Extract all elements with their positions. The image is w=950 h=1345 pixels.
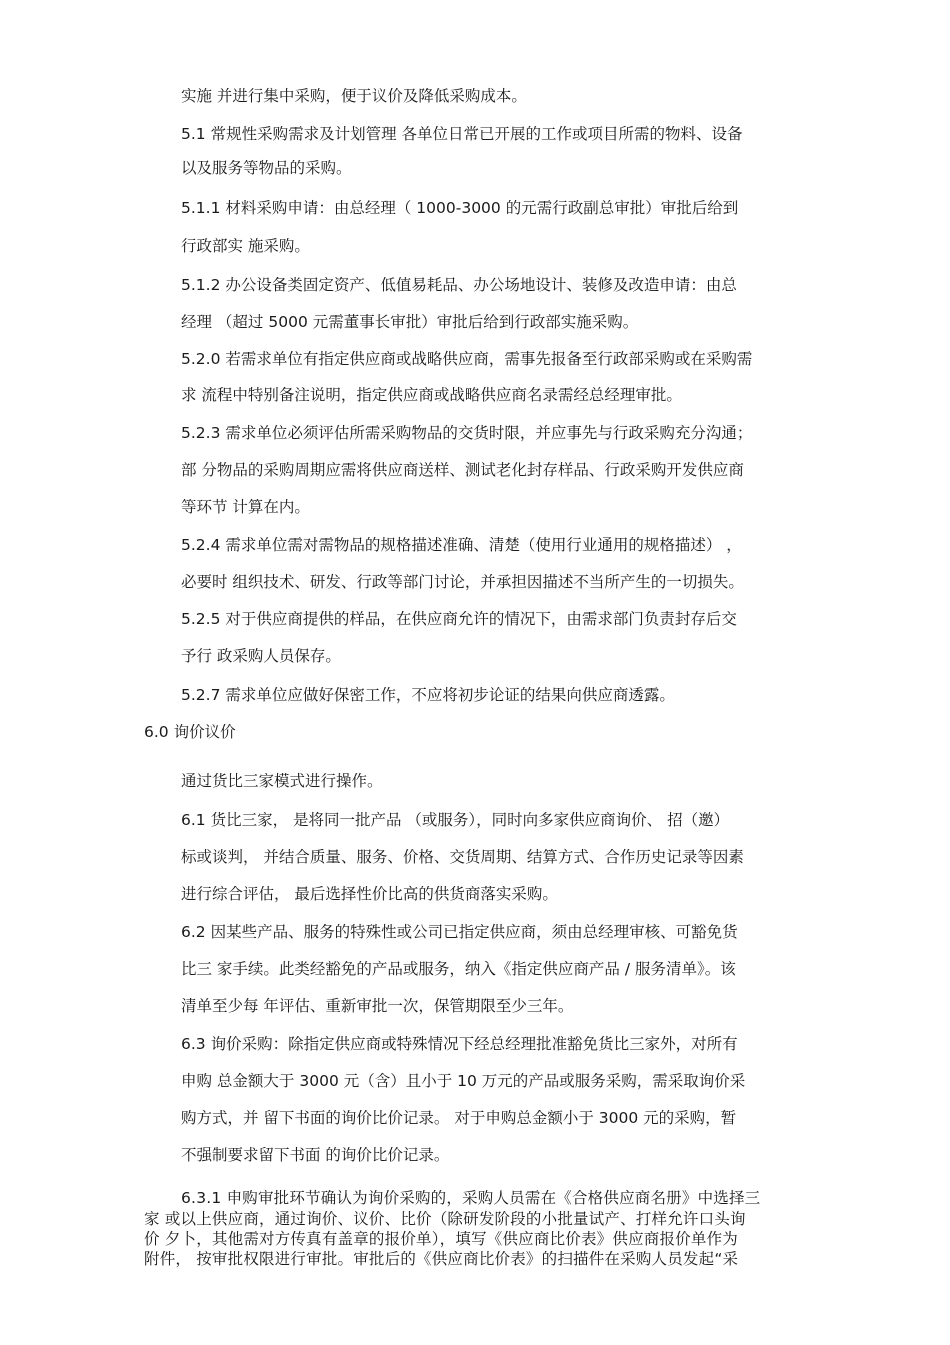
- text-line: 5.2.3 需求单位必须评估所需采购物品的交货时限，并应事先与行政采购充分沟通；: [181, 424, 753, 442]
- text-line: 6.2 因某些产品、服务的特殊性或公司已指定供应商，须由总经理审核、可豁免货: [181, 923, 738, 941]
- text-line: 通过货比三家模式进行操作。: [181, 772, 383, 790]
- text-line: 5.2.7 需求单位应做好保密工作，不应将初步论证的结果向供应商透露。: [181, 686, 675, 704]
- text-line: 6.3.1 申购审批环节确认为询价采购的，采购人员需在《合格供应商名册》中选择三: [181, 1189, 761, 1207]
- text-line: 等环节 计算在内。: [181, 498, 310, 516]
- text-line: 实施 并进行集中采购，便于议价及降低采购成本。: [181, 87, 527, 105]
- text-line: 6.1 货比三家， 是将同一批产品 （或服务），同时向多家供应商询价、 招（邀）: [181, 811, 730, 829]
- text-line: 比三 家手续。此类经豁免的产品或服务，纳入《指定供应商产品 / 服务清单》。该: [181, 960, 736, 978]
- text-line: 行政部实 施采购。: [181, 237, 310, 255]
- text-line: 购方式，并 留下书面的询价比价记录。 对于申购总金额小于 3000 元的采购，暂: [181, 1109, 737, 1127]
- text-line: 5.1 常规性采购需求及计划管理 各单位日常已开展的工作或项目所需的物料、设备: [181, 125, 743, 143]
- text-line: 价 夕卜，其他需对方传真有盖章的报价单），填写《供应商比价表》供应商报价单作为: [144, 1230, 738, 1248]
- text-line: 不强制要求留下书面 的询价比价记录。: [181, 1146, 450, 1164]
- text-line: 标或谈判， 并结合质量、服务、价格、交货周期、结算方式、合作历史记录等因素: [181, 848, 744, 866]
- text-line: 予行 政采购人员保存。: [181, 647, 341, 665]
- text-line: 部 分物品的采购周期应需将供应商送样、测试老化封存样品、行政采购开发供应商: [181, 461, 744, 479]
- text-line: 6.3 询价采购：除指定供应商或特殊情况下经总经理批准豁免货比三家外，对所有: [181, 1035, 738, 1053]
- text-line: 5.2.4 需求单位需对需物品的规格描述准确、清楚（使用行业通用的规格描述） ，: [181, 536, 742, 554]
- text-line: 必要时 组织技术、研发、行政等部门讨论，并承担因描述不当所产生的一切损失。: [181, 573, 744, 591]
- text-line: 5.1.2 办公设备类固定资产、低值易耗品、办公场地设计、装修及改造申请：由总: [181, 276, 737, 294]
- text-line: 求 流程中特别备注说明，指定供应商或战略供应商名录需经总经理审批。: [181, 386, 682, 404]
- text-line: 经理 （超过 5000 元需董事长审批）审批后给到行政部实施采购。: [181, 313, 639, 331]
- text-line: 清单至少每 年评估、重新审批一次，保管期限至少三年。: [181, 997, 574, 1015]
- text-line: 以及服务等物品的采购。: [181, 159, 352, 177]
- text-line: 家 或以上供应商，通过询价、议价、比价（除研发阶段的小批量试产、打样允许口头询: [144, 1210, 746, 1228]
- text-line: 5.2.0 若需求单位有指定供应商或战略供应商，需事先报备至行政部采购或在采购需: [181, 350, 753, 368]
- text-line: 5.1.1 材料采购申请：由总经理（ 1000-3000 的元需行政副总审批）审批后给到: [181, 199, 739, 217]
- text-line: 附件， 按审批权限进行审批。审批后的《供应商比价表》的扫描件在采购人员发起“采: [144, 1250, 739, 1268]
- text-line: 申购 总金额大于 3000 元（含）且小于 10 万元的产品或服务采购，需采取询价采: [181, 1072, 746, 1090]
- text-line: 进行综合评估， 最后选择性价比高的供货商落实采购。: [181, 885, 558, 903]
- text-line: 5.2.5 对于供应商提供的样品，在供应商允许的情况下，由需求部门负责封存后交: [181, 610, 737, 628]
- section-heading: 6.0 询价议价: [144, 723, 236, 741]
